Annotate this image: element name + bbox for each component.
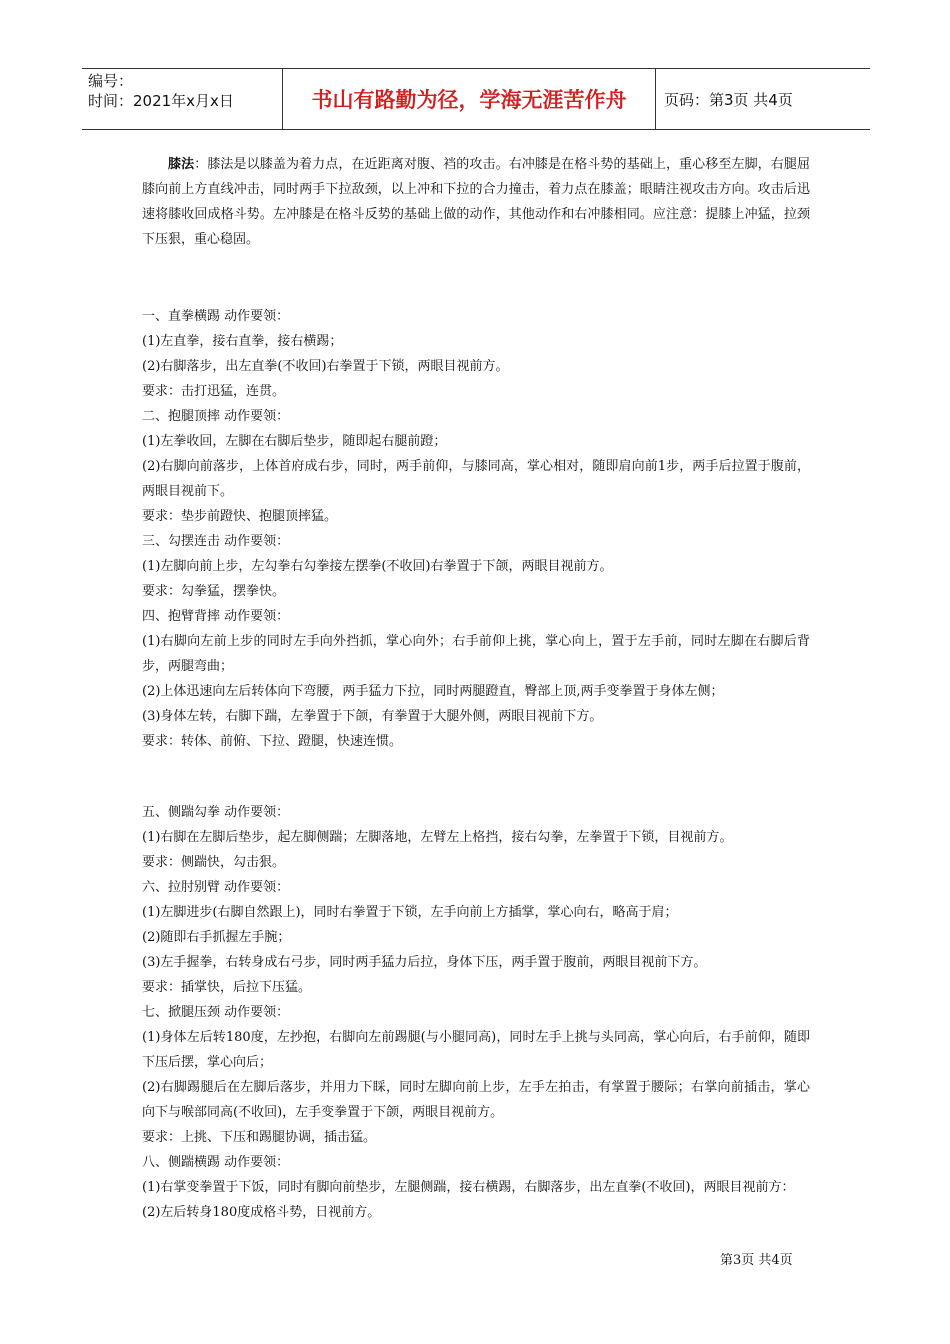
page-footer: 第3页 共4页: [720, 1253, 793, 1268]
text-line: (2)右脚踢腿后在左脚后落步，并用力下睬，同时左脚向前上步，左手左拍击，有掌置于腰际；右掌向前插击，掌心向下与喉部同高(不收回)，左手变拳置于下颌，两眼目视前方。: [142, 1080, 810, 1120]
text-line: 六、拉肘别臂 动作要领：: [142, 880, 290, 895]
text-line: (2)左后转身180度成格斗势，日视前方。: [142, 1205, 381, 1220]
text-line: 要求：上挑、下压和踢腿协调，插击猛。: [142, 1130, 377, 1145]
text-line: 要求：击打迅猛，连贯。: [142, 384, 286, 399]
intro-text: ：膝法是以膝盖为着力点，在近距离对腹、裆的攻击。右冲膝是在格斗势的基础上，重心移至左脚，右腿屈膝向前上方直线冲击，同时两手下拉敌颈，以上冲和下拉的合力撞击，着力点在膝盖；眼睛注视攻击方向。攻击后迅速将膝收回成格斗势。左冲膝是在格斗反势的基础上做的动作，其他动作和右冲膝相同。应注意：提膝上冲猛，拉颈下压狠，重心稳固。: [142, 157, 810, 247]
document-header: [82, 68, 870, 130]
text-line: (3)身体左转，右脚下踹，左拳置于下颌，有拳置于大腿外侧，两眼目视前下方。: [142, 709, 603, 724]
time-label: 时间：2021年x月x日: [88, 92, 234, 110]
text-line: (2)上体迅速向左后转体向下弯腰，两手猛力下拉，同时两腿蹬直，臀部上顶,两手变拳置于身体左侧；: [142, 684, 724, 699]
text-line: (1)右脚向左前上步的同时左手向外挡抓，掌心向外；右手前仰上挑，掌心向上，置于左手前，同时左脚在右脚后背步，两腿弯曲；: [142, 634, 810, 674]
page-number-label: 页码：第3页 共4页: [664, 90, 793, 109]
text-line: (1)左拳收回，左脚在右脚后垫步，随即起右腿前蹬；: [142, 434, 447, 449]
text-line: (1)左脚向前上步，左勾拳右勾拳接左摆拳(不收回)右拳置于下颌，两眼目视前方。: [142, 559, 613, 574]
text-line: (2)右脚向前落步，上体首府成右步，同时，两手前仰，与膝同高，掌心相对，随即肩向前1步，两手后拉置于腹前，两眼目视前下。: [142, 459, 810, 499]
text-line: 七、掀腿压颈 动作要领：: [142, 1005, 290, 1020]
text-line: (1)右脚在左脚后垫步，起左脚侧踹；左脚落地，左臂左上格挡，接右勾拳，左拳置于下锁，目视前方。: [142, 830, 733, 845]
intro-section: [142, 152, 810, 252]
text-line: 三、勾摆连击 动作要领：: [142, 534, 290, 549]
text-line: (1)左脚进步(右脚自然跟上)，同时右拳置于下锁，左手向前上方插掌，掌心向右，略高于肩；: [142, 905, 678, 920]
number-label: 编号：: [88, 72, 134, 90]
section-gap: [142, 767, 810, 787]
motto-title: 书山有路勤为径，学海无涯苦作舟: [282, 69, 656, 129]
technique-list: [142, 304, 810, 1225]
text-line: (2)右脚落步，出左直拳(不收回)右拳置于下锁，两眼目视前方。: [142, 359, 509, 374]
text-line: 要求：勾拳猛，摆拳快。: [142, 584, 286, 599]
text-line: (1)左直拳，接右直拳，接右横踢；: [142, 334, 343, 349]
header-meta-cell: [82, 69, 282, 129]
text-line: 要求：转体、前俯、下拉、蹬腿，快速连惯。: [142, 734, 403, 749]
text-line: (3)左手握拳，右转身成右弓步，同时两手猛力后拉，身体下压，两手置于腹前，两眼目视前下方。: [142, 955, 707, 970]
text-line: 要求：垫步前蹬快、抱腿顶摔猛。: [142, 509, 338, 524]
text-line: 八、侧踹横踢 动作要领：: [142, 1155, 290, 1170]
text-line: 四、抱臂背摔 动作要领：: [142, 609, 290, 624]
intro-term: 膝法: [168, 157, 195, 172]
intro-paragraph: [142, 152, 810, 252]
text-line: (1)身体左后转180度，左抄抱，右脚向左前踢腿(与小腿同高)，同时左手上挑与头同高，掌心向后，右手前仰，随即下压后摆，掌心向后；: [142, 1030, 810, 1070]
text-line: (1)右掌变拳置于下饭，同时有脚向前垫步，左腿侧踹，接右横踢，右脚落步，出左直拳(不收回)，两眼目视前方：: [142, 1180, 795, 1195]
text-line: 五、侧踹勾拳 动作要领：: [142, 805, 290, 820]
text-line: 二、抱腿顶摔 动作要领：: [142, 409, 290, 424]
text-line: 要求：插掌快，后拉下压猛。: [142, 980, 312, 995]
text-line: 一、直拳横踢 动作要领：: [142, 309, 290, 324]
text-line: 要求：侧踹快，勾击狠。: [142, 855, 286, 870]
text-line: (2)随即右手抓握左手腕；: [142, 930, 291, 945]
